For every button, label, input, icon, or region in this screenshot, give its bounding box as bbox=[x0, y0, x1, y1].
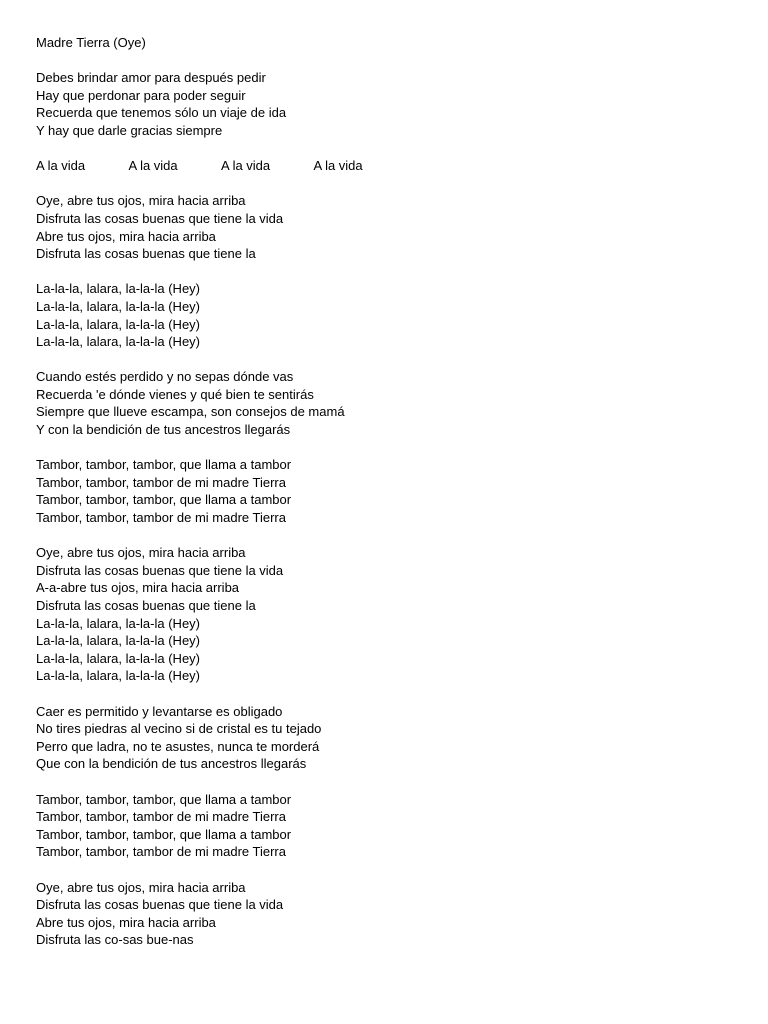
lyric-line: Y hay que darle gracias siempre bbox=[36, 122, 223, 138]
blank-line bbox=[36, 773, 736, 791]
lyric-line: La-la-la, lalara, la-la-la (Hey) bbox=[36, 615, 200, 631]
lyric-line: La-la-la, lalara, la-la-la (Hey) bbox=[36, 316, 200, 332]
lyric-line: Tambor, tambor, tambor de mi madre Tierra bbox=[36, 510, 286, 526]
lyric-line: La-la-la, lalara, la-la-la (Hey) bbox=[36, 281, 200, 297]
lyrics-page bbox=[36, 34, 736, 949]
lyric-line: La-la-la, lalara, la-la-la (Hey) bbox=[36, 668, 200, 684]
a-la-vida-row bbox=[36, 157, 736, 175]
lyric-line: A-a-abre tus ojos, mira hacia arriba bbox=[36, 580, 240, 596]
lyric-line: No tires piedras al vecino si de cristal es tu tejado bbox=[36, 721, 322, 737]
lyric-line: Recuerda 'e dónde vienes y qué bien te sentirás bbox=[36, 386, 314, 402]
lyric-line: Siempre que llueve escampa, son consejos de mamá bbox=[36, 404, 345, 420]
lyric-line: Tambor, tambor, tambor, que llama a tambor bbox=[36, 791, 292, 807]
stanza-2 bbox=[36, 192, 736, 262]
lyric-line: Tambor, tambor, tambor, que llama a tambor bbox=[36, 457, 292, 473]
lyric-line: Disfruta las cosas buenas que tiene la bbox=[36, 598, 256, 613]
lyric-line: Caer es permitido y levantarse es obligado bbox=[36, 703, 283, 719]
lyric-line: Cuando estés perdido y no sepas dónde vas bbox=[36, 369, 294, 385]
song-title: Madre Tierra (Oye) bbox=[36, 35, 146, 50]
lyric-line: Recuerda que tenemos sólo un viaje de ida bbox=[36, 105, 287, 121]
lyric-line: Oye, abre tus ojos, mira hacia arriba bbox=[36, 879, 246, 895]
stanza-4 bbox=[36, 368, 736, 438]
lyric-line: Abre tus ojos, mira hacia arriba bbox=[36, 914, 216, 930]
lyric-line: Disfruta las cosas buenas que tiene la vida bbox=[36, 210, 284, 226]
lyric-line: Tambor, tambor, tambor, que llama a tambor bbox=[36, 826, 292, 842]
lyric-line: La-la-la, lalara, la-la-la (Hey) bbox=[36, 633, 200, 649]
lyric-line: La-la-la, lalara, la-la-la (Hey) bbox=[36, 650, 200, 666]
stanza-3 bbox=[36, 280, 736, 350]
lyric-line: Tambor, tambor, tambor de mi madre Tierra bbox=[36, 809, 286, 825]
stanza-7 bbox=[36, 703, 736, 773]
lyric-line: Tambor, tambor, tambor de mi madre Tierra bbox=[36, 474, 286, 490]
lyric-line: Disfruta las co-sas bue-nas bbox=[36, 932, 194, 948]
stanza-5 bbox=[36, 456, 736, 526]
lyric-line: Y con la bendición de tus ancestros llegarás bbox=[36, 422, 291, 438]
blank-line bbox=[36, 527, 736, 545]
a-la-vida-item: A la vida bbox=[221, 158, 271, 174]
lyric-line: Que con la bendición de tus ancestros llegarás bbox=[36, 756, 307, 772]
a-la-vida-item: A la vida bbox=[128, 158, 178, 174]
blank-line bbox=[36, 140, 736, 158]
blank-line bbox=[36, 439, 736, 457]
blank-line bbox=[36, 263, 736, 281]
lyric-line: La-la-la, lalara, la-la-la (Hey) bbox=[36, 334, 200, 350]
lyric-line: Oye, abre tus ojos, mira hacia arriba bbox=[36, 545, 246, 561]
blank-line bbox=[36, 861, 736, 879]
lyric-line: Oye, abre tus ojos, mira hacia arriba bbox=[36, 193, 246, 209]
stanza-8 bbox=[36, 791, 736, 861]
stanza-6 bbox=[36, 544, 736, 685]
a-la-vida-item: A la vida bbox=[313, 158, 363, 174]
stanza-1 bbox=[36, 69, 736, 139]
blank-line bbox=[36, 685, 736, 703]
lyric-line: Disfruta las cosas buenas que tiene la bbox=[36, 246, 256, 262]
lyric-line: Tambor, tambor, tambor de mi madre Tierra bbox=[36, 844, 286, 860]
lyric-line: Disfruta las cosas buenas que tiene la vida bbox=[36, 562, 284, 578]
blank-line bbox=[36, 175, 736, 193]
lyric-line: Perro que ladra, no te asustes, nunca te morderá bbox=[36, 738, 320, 754]
a-la-vida-item: A la vida bbox=[36, 158, 86, 174]
lyric-line: La-la-la, lalara, la-la-la (Hey) bbox=[36, 298, 200, 314]
stanza-9 bbox=[36, 879, 736, 949]
blank-line bbox=[36, 52, 736, 70]
lyric-line: Abre tus ojos, mira hacia arriba bbox=[36, 228, 216, 244]
lyric-line: Debes brindar amor para después pedir bbox=[36, 70, 266, 86]
lyric-line: Tambor, tambor, tambor, que llama a tambor bbox=[36, 492, 292, 508]
lyric-line: Disfruta las cosas buenas que tiene la vida bbox=[36, 897, 284, 913]
lyric-line: Hay que perdonar para poder seguir bbox=[36, 87, 246, 103]
blank-line bbox=[36, 351, 736, 369]
